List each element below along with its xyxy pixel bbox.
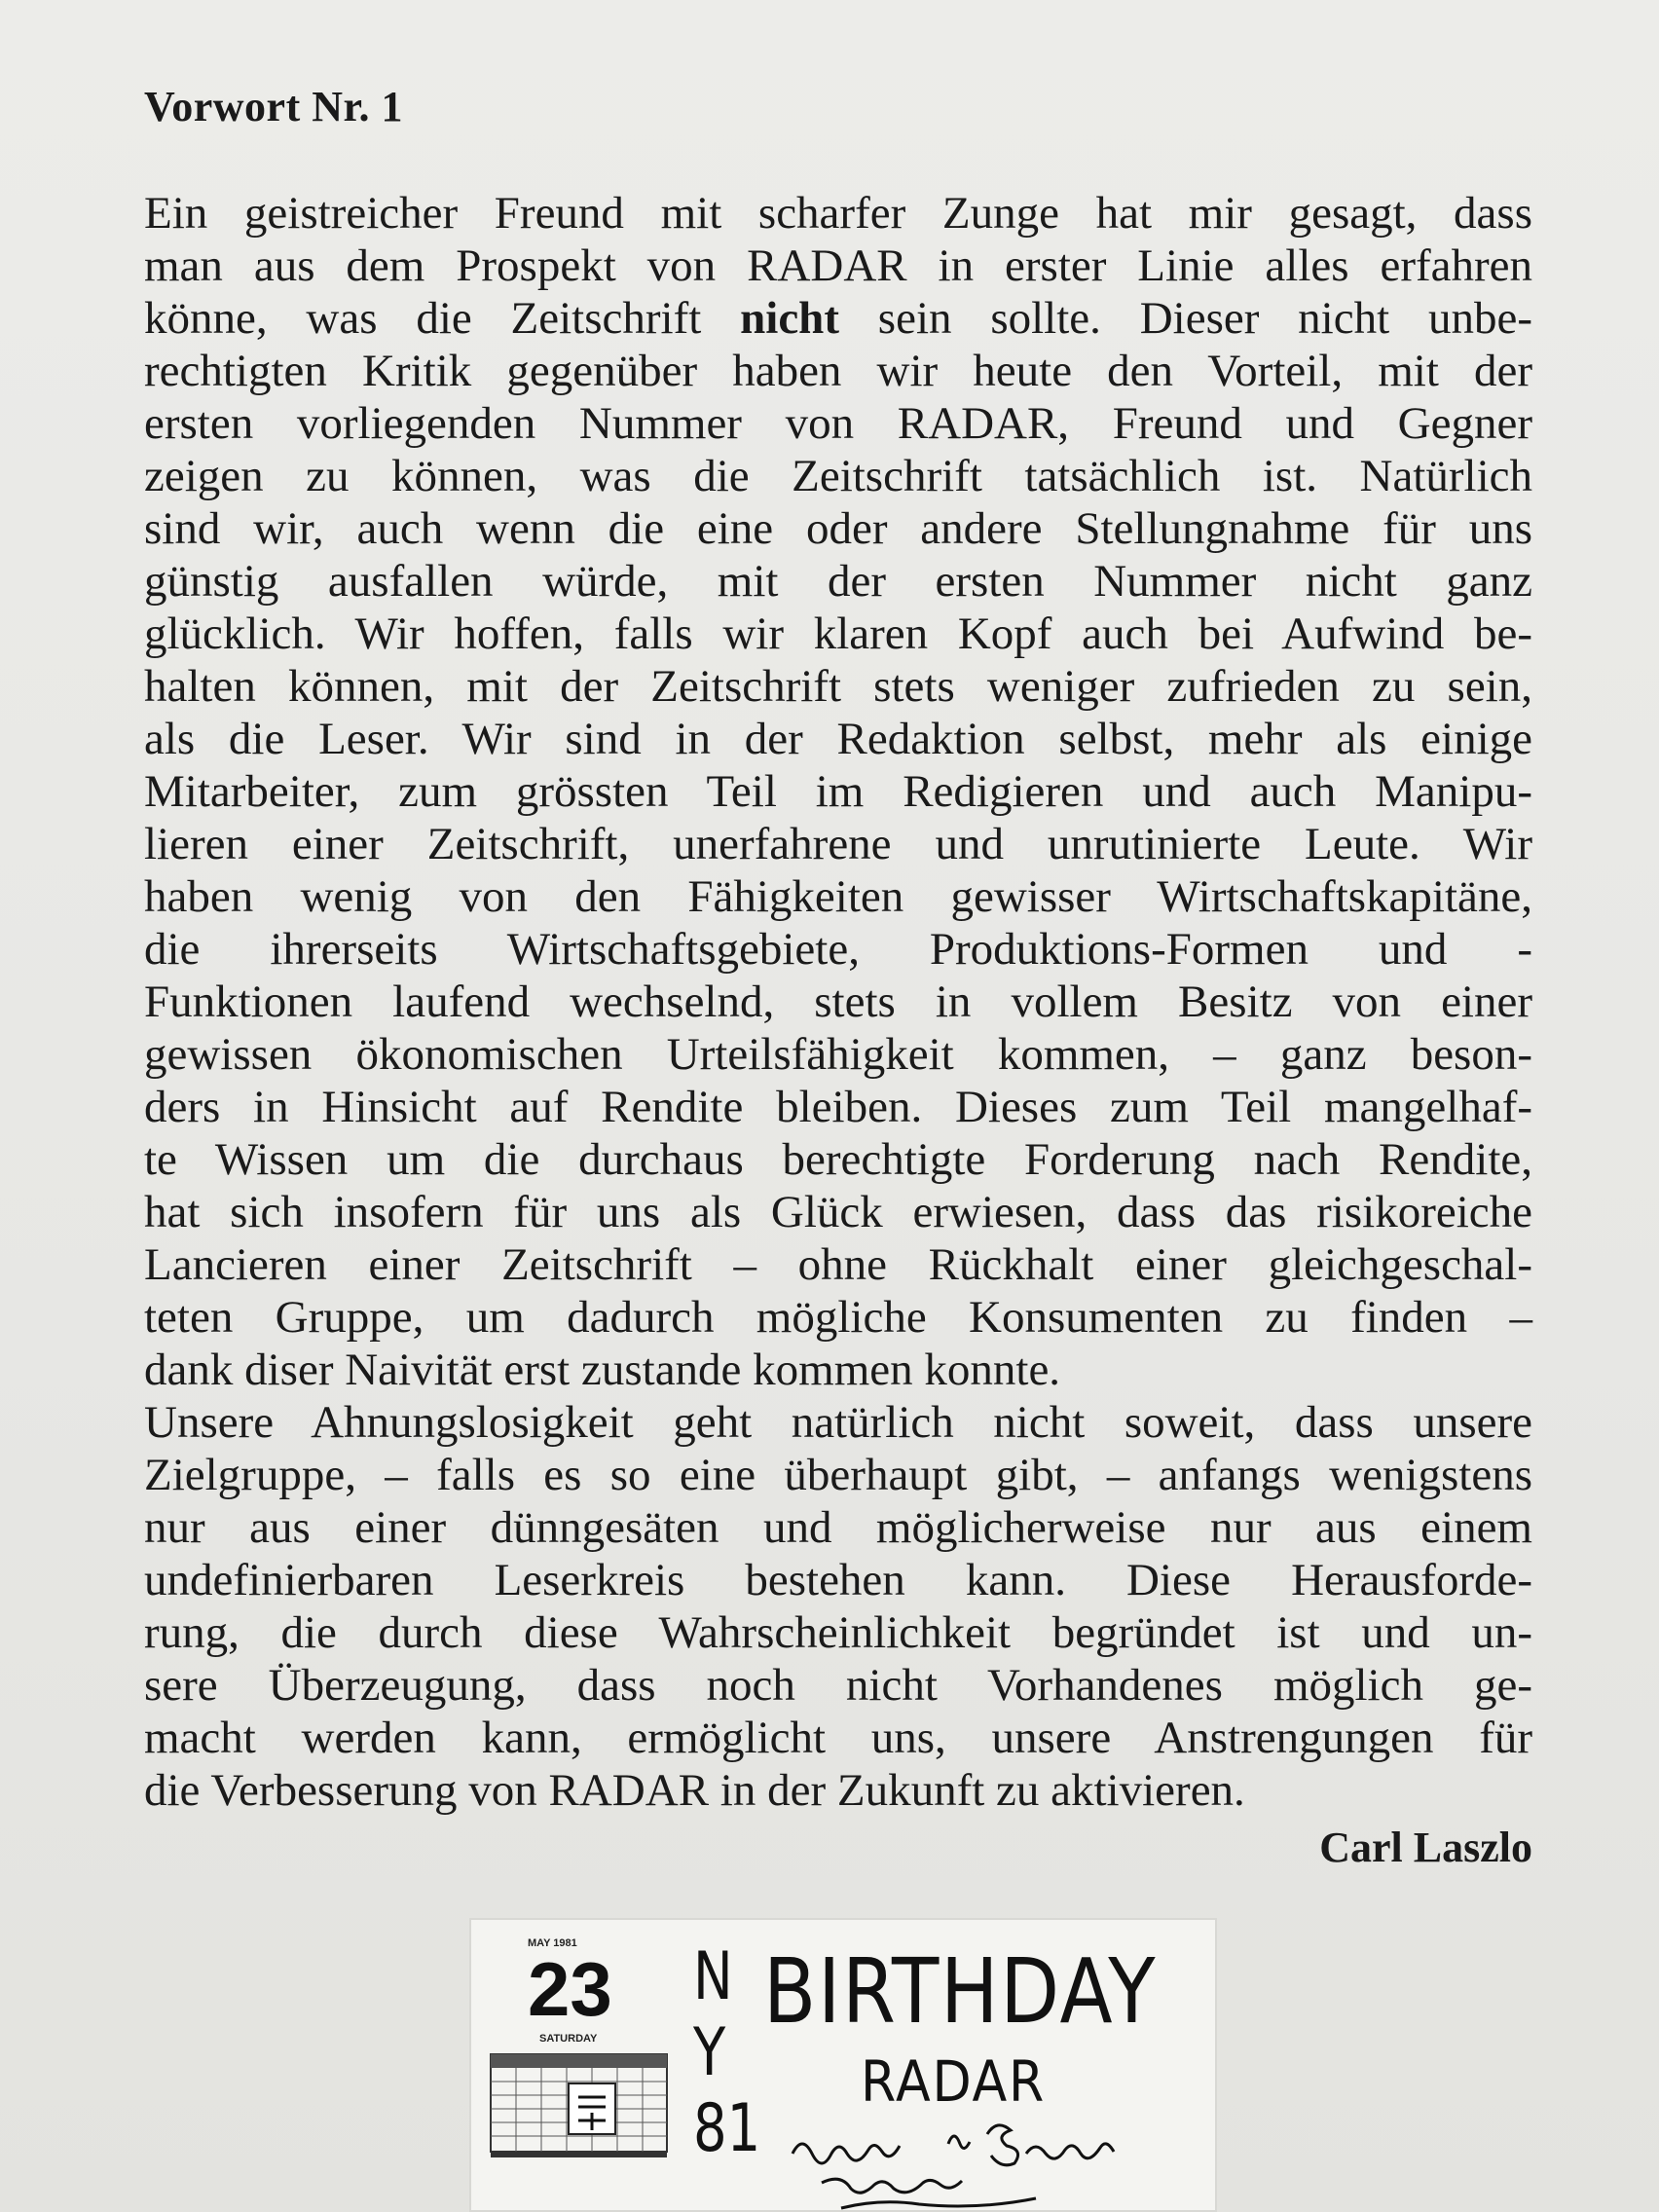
text-line: hat sich insofern für uns als Glück erwiesen, dass das risikoreiche bbox=[144, 1187, 1532, 1237]
text-segment: sein sollte. Dieser nicht unbe- bbox=[877, 293, 1532, 344]
text-line: Lancieren einer Zeitschrift – ohne Rückhalt einer gleichgeschal- bbox=[144, 1239, 1532, 1290]
text-line: glücklich. Wir hoffen, falls wir klaren Kopf auch bei Aufwind be- bbox=[144, 608, 1532, 659]
birthday-card-image bbox=[469, 1918, 1217, 2212]
text-line: halten können, mit der Zeitschrift stets weniger zufrieden zu sein, bbox=[144, 661, 1532, 712]
calendar-month: MAY 1981 bbox=[528, 1937, 577, 1949]
handwritten-signature-scribble bbox=[783, 2115, 1192, 2212]
text-line: Zielgruppe, – falls es so eine überhaupt gibt, – anfangs wenigstens bbox=[144, 1450, 1532, 1500]
text-line: teten Gruppe, um dadurch mögliche Konsumenten zu finden – bbox=[144, 1292, 1532, 1343]
author-signature: Carl Laszlo bbox=[1319, 1824, 1532, 1871]
text-line: rung, die durch diese Wahrscheinlichkeit begründet ist und un- bbox=[144, 1607, 1532, 1658]
text-line: Unsere Ahnungslosigkeit geht natürlich nicht soweit, dass unsere bbox=[144, 1397, 1532, 1448]
handwritten-radar: RADAR bbox=[861, 2048, 1047, 2115]
text-line: gewissen ökonomischen Urteilsfähigkeit kommen, – ganz beson- bbox=[144, 1029, 1532, 1080]
emphasis-word: nicht bbox=[740, 293, 839, 344]
calendar-day: 23 bbox=[528, 1946, 612, 2032]
handwritten-ny81 bbox=[693, 1938, 761, 2167]
handwritten-letter: N bbox=[693, 1938, 733, 2015]
handwritten-letter: 81 bbox=[693, 2090, 761, 2167]
text-line: haben wenig von den Fähigkeiten gewisser Wirtschaftskapitäne, bbox=[144, 871, 1532, 922]
text-line: die ihrerseits Wirtschaftsgebiete, Produktions-Formen und - bbox=[144, 924, 1532, 975]
text-line: als die Leser. Wir sind in der Redaktion selbst, mehr als einige bbox=[144, 714, 1532, 764]
foreword-body bbox=[144, 187, 1532, 1817]
text-line: sere Überzeugung, dass noch nicht Vorhandenes möglich ge- bbox=[144, 1660, 1532, 1711]
text-line: Ein geistreicher Freund mit scharfer Zunge hat mir gesagt, dass bbox=[144, 188, 1532, 239]
text-line: günstig ausfallen würde, mit der ersten Nummer nicht ganz bbox=[144, 556, 1532, 607]
handwritten-birthday: BIRTHDAY bbox=[763, 1939, 1158, 2044]
page-title: Vorwort Nr. 1 bbox=[144, 83, 403, 130]
text-line: undefinierbaren Leserkreis bestehen kann. Diese Herausforde- bbox=[144, 1555, 1532, 1605]
text-segment: könne, was die Zeitschrift bbox=[144, 293, 702, 344]
text-line bbox=[144, 292, 1532, 345]
text-line: lieren einer Zeitschrift, unerfahrene und unrutinierte Leute. Wir bbox=[144, 819, 1532, 869]
text-line: man aus dem Prospekt von RADAR in erster Linie alles erfahren bbox=[144, 240, 1532, 291]
text-line: die Verbesserung von RADAR in der Zukunft zu aktivieren. bbox=[144, 1765, 1245, 1816]
calendar-page bbox=[489, 1937, 664, 2171]
text-line: sind wir, auch wenn die eine oder andere Stellungnahme für uns bbox=[144, 503, 1532, 554]
text-line: nur aus einer dünngesäten und möglicherweise nur aus einem bbox=[144, 1502, 1532, 1553]
text-line: dank diser Naivität erst zustande kommen konnte. bbox=[144, 1345, 1061, 1395]
calendar-weekday: SATURDAY bbox=[539, 2033, 598, 2045]
text-line: te Wissen um die durchaus berechtigte Forderung nach Rendite, bbox=[144, 1134, 1532, 1185]
handwritten-letter: Y bbox=[693, 2014, 726, 2091]
text-line: ersten vorliegenden Nummer von RADAR, Freund und Gegner bbox=[144, 398, 1532, 449]
text-line: macht werden kann, ermöglicht uns, unsere Anstrengungen für bbox=[144, 1713, 1532, 1763]
text-line: ders in Hinsicht auf Rendite bleiben. Dieses zum Teil mangelhaf- bbox=[144, 1082, 1532, 1132]
text-line: Mitarbeiter, zum grössten Teil im Redigieren und auch Manipu- bbox=[144, 766, 1532, 817]
text-line: rechtigten Kritik gegenüber haben wir heute den Vorteil, mit der bbox=[144, 346, 1532, 396]
calendar-grid-icon bbox=[489, 2052, 669, 2159]
text-line: zeigen zu können, was die Zeitschrift tatsächlich ist. Natürlich bbox=[144, 451, 1532, 501]
text-line: Funktionen laufend wechselnd, stets in vollem Besitz von einer bbox=[144, 977, 1532, 1027]
